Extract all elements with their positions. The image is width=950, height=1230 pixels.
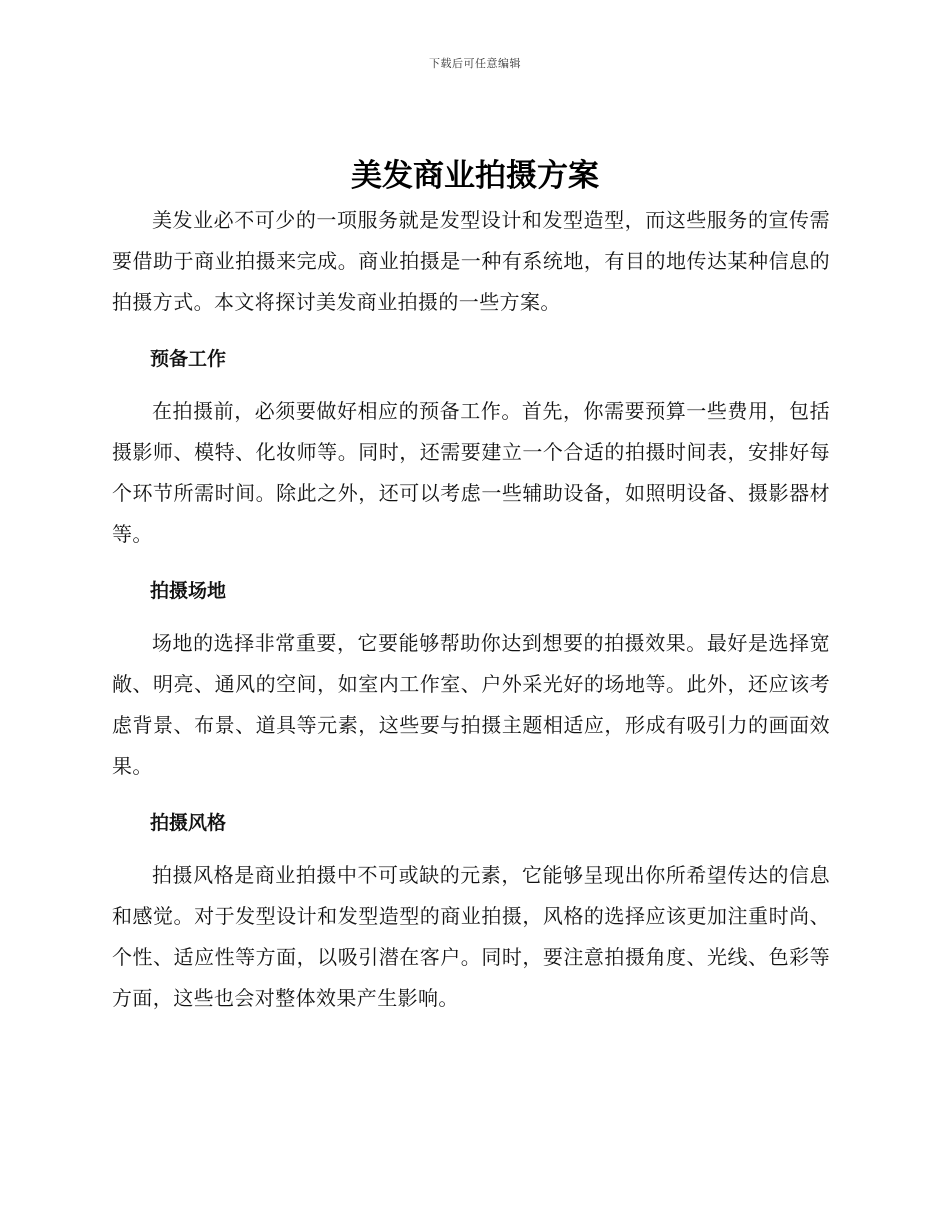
section-body-venue: 场地的选择非常重要，它要能够帮助你达到想要的拍摄效果。最好是选择宽敞、明亮、通风的空间，如室内工作室、户外采光好的场地等。此外，还应该考虑背景、布景、道具等元素，这些要与拍摄主题相适应，形成有吸引力的画面效果。	[112, 631, 830, 778]
intro-paragraph: 美发业必不可少的一项服务就是发型设计和发型造型，而这些服务的宣传需要借助于商业拍摄来完成。商业拍摄是一种有系统地，有目的地传达某种信息的拍摄方式。本文将探讨美发商业拍摄的一些方案。	[112, 208, 830, 314]
section-body-style: 拍摄风格是商业拍摄中不可或缺的元素，它能够呈现出你所希望传达的信息和感觉。对于发型设计和发型造型的商业拍摄，风格的选择应该更加注重时尚、个性、适应性等方面，以吸引潜在客户。同时，要注意拍摄角度、光线、色彩等方面，这些也会对整体效果产生影响。	[112, 863, 830, 1010]
header-note: 下载后可任意编辑	[429, 57, 521, 70]
section-heading-preparation: 预备工作	[150, 348, 227, 370]
document-body	[112, 200, 830, 1019]
section-heading-style: 拍摄风格	[150, 812, 227, 834]
section-body-preparation: 在拍摄前，必须要做好相应的预备工作。首先，你需要预算一些费用，包括摄影师、模特、化妆师等。同时，还需要建立一个合适的拍摄时间表，安排好每个环节所需时间。除此之外，还可以考虑一些辅助设备，如照明设备、摄影器材等。	[112, 399, 830, 546]
section-heading-venue: 拍摄场地	[150, 580, 227, 602]
page-title: 美发商业拍摄方案	[351, 158, 599, 194]
